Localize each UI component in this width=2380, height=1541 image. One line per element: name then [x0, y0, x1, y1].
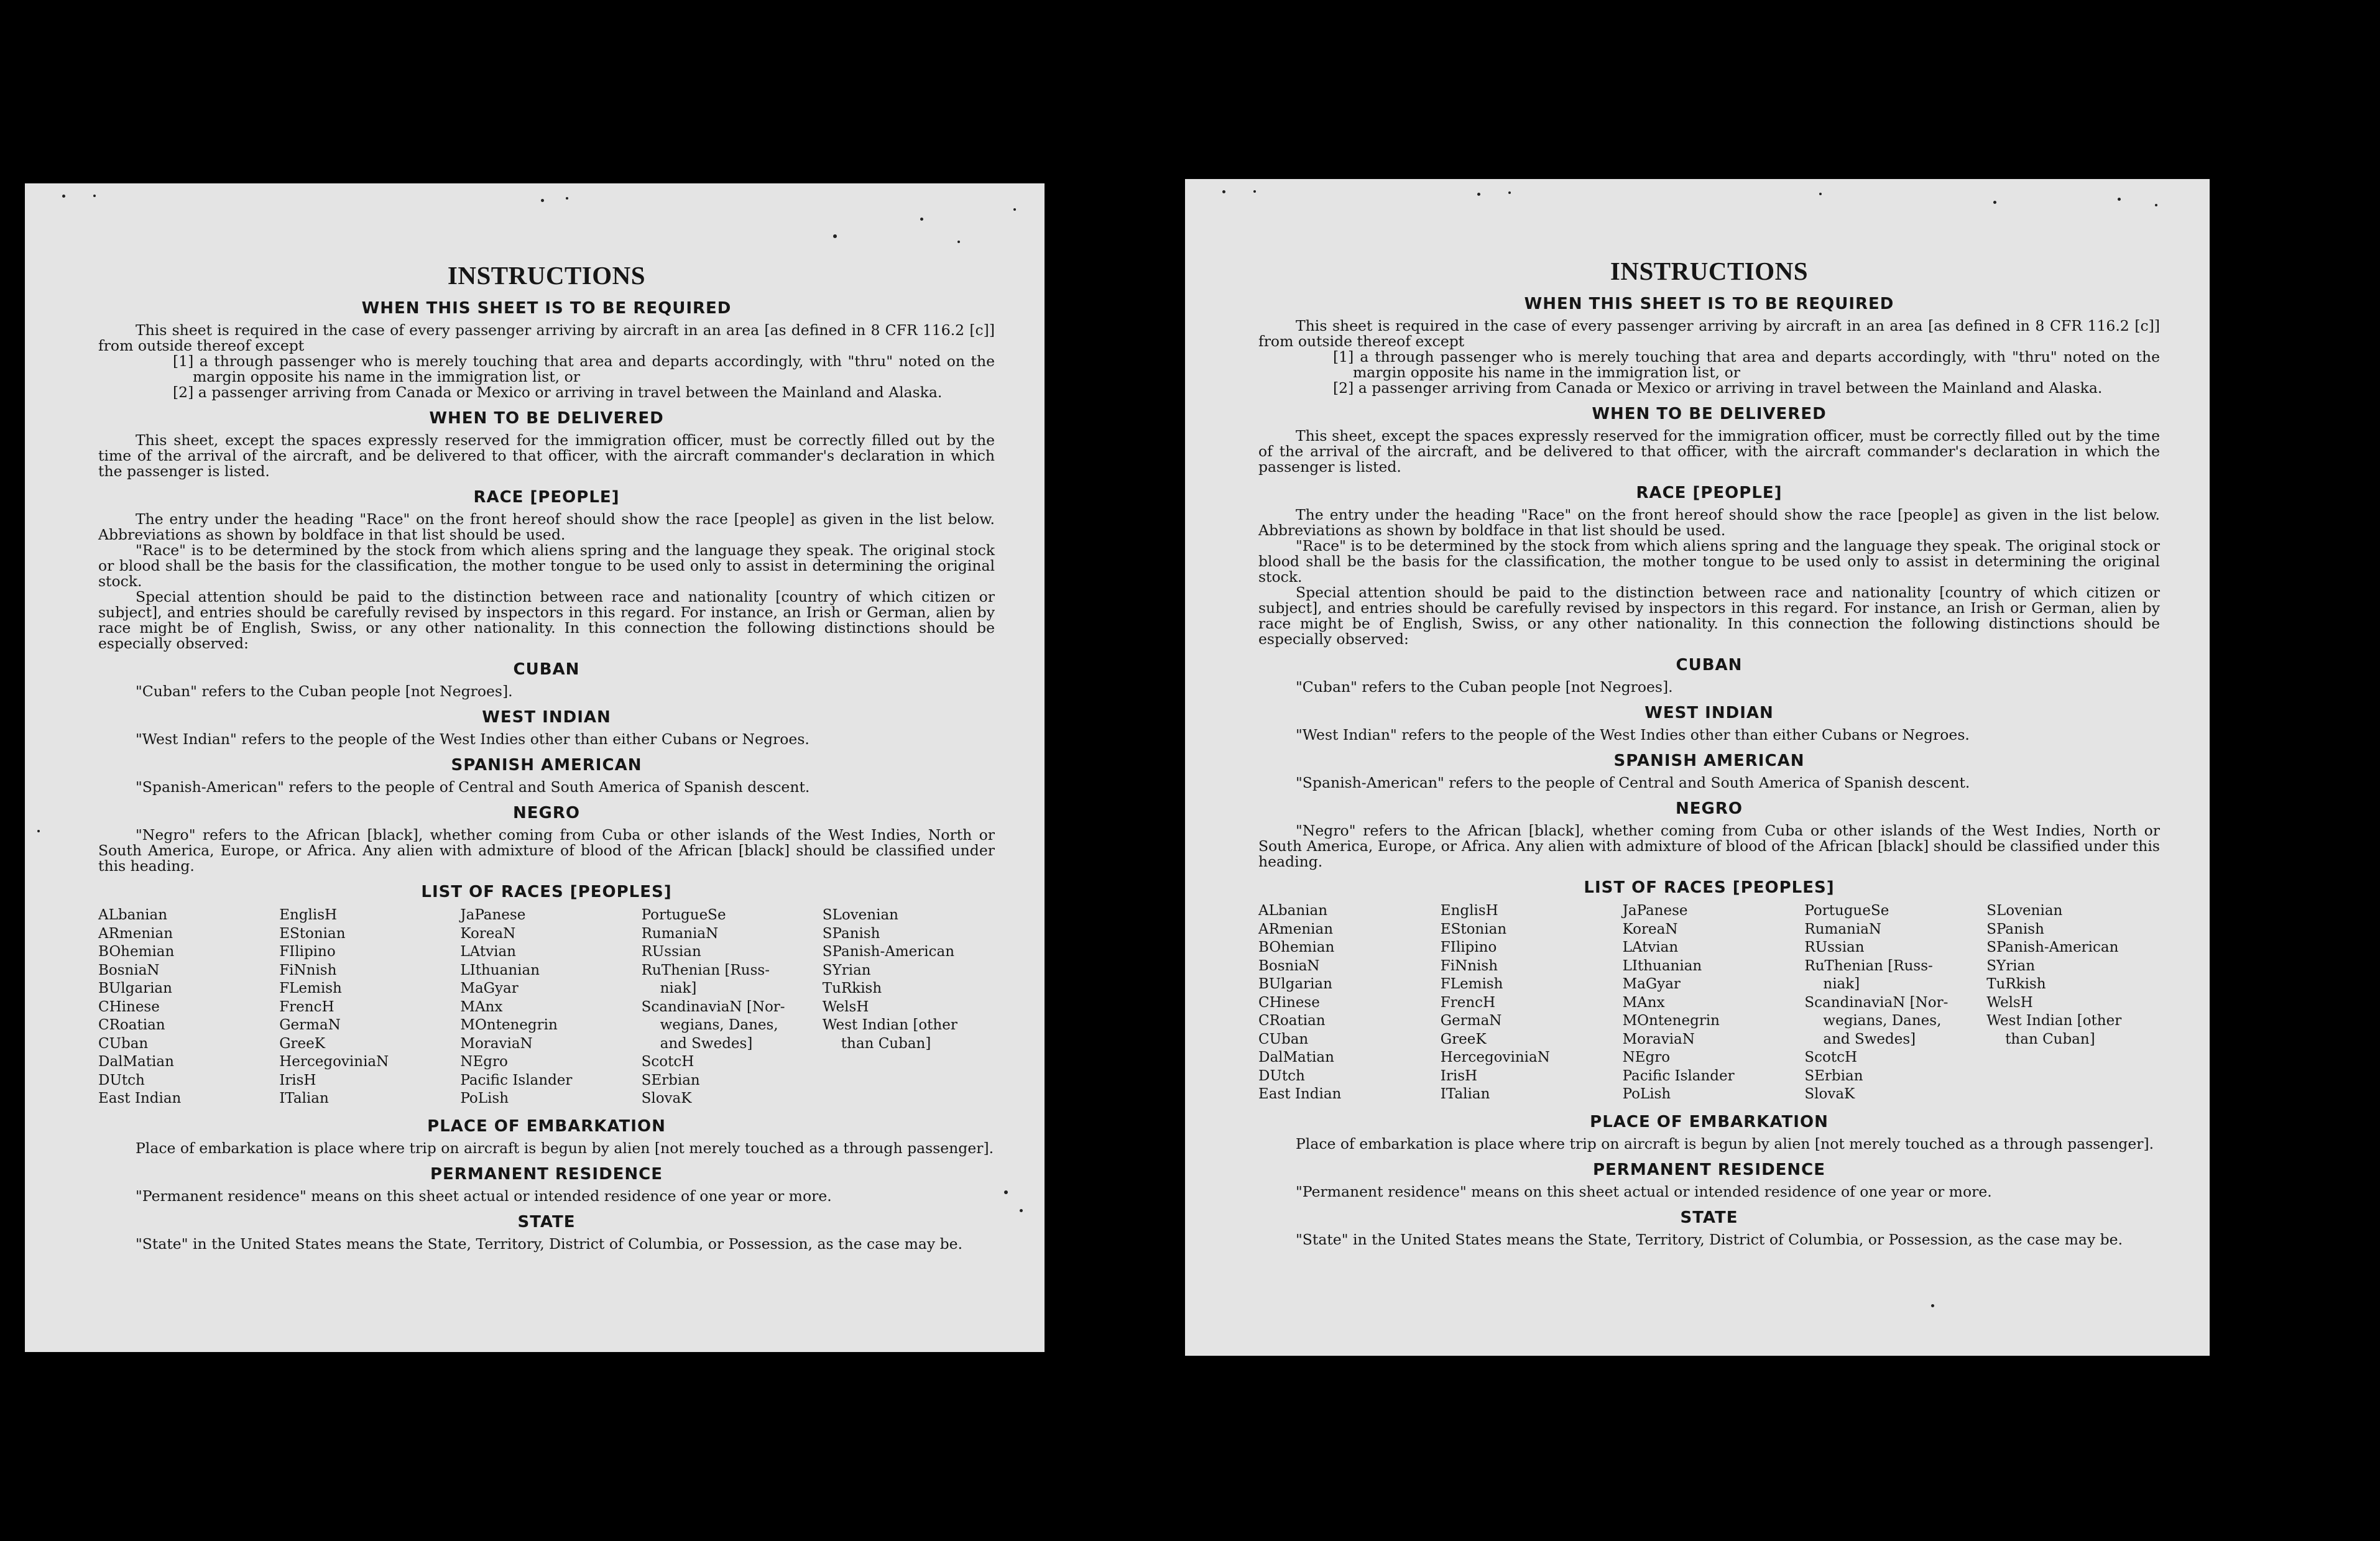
race-list-item: IrisH: [1440, 1067, 1478, 1084]
exception-item-2: [2] a passenger arriving from Canada or Mexico or arriving in travel between the Mainland and Alaska.: [173, 384, 943, 401]
scan-speck: [1931, 1304, 1934, 1307]
exception-item-1: [1] a through passenger who is merely touching that area and departs accordingly, with "thru" noted on the margin opposite his name in the immigration list, or: [173, 352, 995, 385]
race-list-item: ARmenian: [1258, 921, 1334, 937]
race-list-item: EnglisH: [1440, 903, 1498, 919]
race-list-item: SlovaK: [641, 1090, 692, 1106]
section-heading-residence: PERMANENT RESIDENCE: [1592, 1160, 1826, 1179]
race-list-item: SPanish: [822, 925, 880, 942]
race-list-item: SYrian: [822, 962, 871, 978]
when-required-intro: This sheet is required in the case of every passenger arriving by aircraft in an area [as defined in 8 CFR 116.2 [c]] from outside thereof except: [98, 321, 995, 354]
scan-speck: [957, 241, 960, 243]
race-list-item: ScotcH: [1804, 1049, 1858, 1065]
section-heading-negro: NEGRO: [1676, 799, 1743, 818]
instruction-sheet-left: [25, 183, 1045, 1352]
scan-speck: [62, 195, 65, 198]
race-list-item: SLovenian: [1986, 903, 2063, 919]
race-list-item: EStonian: [279, 925, 346, 942]
race-list-item: NEgro: [460, 1054, 508, 1070]
race-paragraph: "Race" is to be determined by the stock from which aliens spring and the language they speak. The original stock or blood shall be the basis for the classification, the mother tongue to be used only to assist in determining the original stock.: [1258, 537, 2160, 586]
race-list-item: RuThenian [Russ-: [641, 962, 770, 978]
race-list-item: SPanish-American: [822, 944, 955, 960]
race-list-item: FLemish: [279, 980, 342, 996]
section-heading-list-of-races: LIST OF RACES [PEOPLES]: [421, 883, 672, 901]
race-paragraph: "Race" is to be determined by the stock from which aliens spring and the language they speak. The original stock or blood shall be the basis for the classification, the mother tongue to be used only to assist in determining the original stock.: [98, 541, 995, 590]
scan-speck: [541, 199, 544, 202]
residence-text: "Permanent residence" means on this sheet actual or intended residence of one year or more.: [1296, 1182, 1992, 1200]
section-heading-west-indian: WEST INDIAN: [1644, 704, 1774, 722]
race-list-column: [642, 906, 814, 1108]
race-list-item: MOntenegrin: [1622, 1013, 1720, 1029]
section-heading-list-of-races: LIST OF RACES [PEOPLES]: [1584, 878, 1835, 897]
race-list-item: BOhemian: [98, 944, 175, 960]
race-list-item: LAtvian: [1622, 939, 1679, 955]
race-list-item: MaGyar: [1622, 976, 1681, 992]
race-list-item: HercegoviniaN: [1440, 1049, 1550, 1065]
race-list-item: FiNnish: [1440, 957, 1498, 974]
race-list-item: LAtvian: [460, 944, 516, 960]
section-heading-race: RACE [PEOPLE]: [473, 488, 620, 507]
section-heading-residence: PERMANENT RESIDENCE: [430, 1164, 663, 1184]
race-list-item: DUtch: [1258, 1067, 1305, 1084]
race-list-item: SPanish: [1986, 921, 2044, 937]
race-list: [1258, 902, 2160, 1104]
race-list-column: [1441, 902, 1614, 1104]
race-list-item: RUssian: [1804, 939, 1865, 955]
race-list-item: SErbian: [641, 1072, 700, 1088]
race-list-item: JaPanese: [1622, 903, 1688, 919]
race-list-item: BosniaN: [1258, 957, 1320, 974]
race-list-item: RumaniaN: [1804, 921, 1882, 937]
section-heading-spanish-american: SPANISH AMERICAN: [1613, 752, 1805, 770]
race-list-item: GreeK: [279, 1035, 325, 1052]
section-heading-spanish-american: SPANISH AMERICAN: [451, 756, 642, 775]
exception-item-2: [2] a passenger arriving from Canada or Mexico or arriving in travel between the Mainland and Alaska.: [1333, 379, 2103, 397]
section-heading-state: STATE: [517, 1212, 576, 1231]
race-list-item: ALbanian: [98, 907, 168, 923]
race-list-item: ITalian: [1440, 1086, 1490, 1102]
race-list-item: GreeK: [1440, 1031, 1487, 1047]
race-list-item: KoreaN: [460, 925, 516, 942]
when-delivered-text: This sheet, except the spaces expressly reserved for the immigration officer, must be correctly filled out by the time of the arrival of the aircraft, and be delivered to that officer, with the aircraft commander's declaration in which the passenger is listed.: [98, 431, 995, 480]
race-list-item: wegians, Danes,: [1823, 1013, 1942, 1029]
race-list-item: PortugueSe: [641, 907, 726, 923]
race-list-item: DalMatian: [98, 1054, 174, 1070]
race-list-item: East Indian: [1258, 1086, 1342, 1102]
race-list-item: Pacific Islander: [1622, 1067, 1735, 1084]
race-list-item: ScotcH: [641, 1054, 694, 1070]
residence-text: "Permanent residence" means on this sheet actual or intended residence of one year or more.: [136, 1187, 832, 1205]
race-list-item: WelsH: [1986, 994, 2033, 1011]
race-list-item: SLovenian: [822, 907, 898, 923]
when-required-intro: This sheet is required in the case of every passenger arriving by aircraft in an area [as defined in 8 CFR 116.2 [c]] from outside thereof except: [1258, 317, 2160, 350]
race-list-item: BosniaN: [98, 962, 160, 978]
race-paragraph: The entry under the heading "Race" on the front hereof should show the race [people] as given in the list below. Abbreviations as shown by boldface in that list should be used.: [98, 510, 995, 543]
race-list-column: [1258, 902, 1432, 1104]
race-list-item: PortugueSe: [1804, 903, 1889, 919]
race-list-item: DalMatian: [1258, 1049, 1334, 1065]
race-list-item: SPanish-American: [1986, 939, 2119, 955]
scan-speck: [1020, 1209, 1023, 1212]
race-list-item: MAnx: [460, 998, 503, 1015]
race-paragraph: Special attention should be paid to the distinction between race and nationality [country of which citizen or subject], and entries should be carefully revised by inspectors in this regard. For instance, an Irish or German, alien by race might be of English, Swiss, or any other nationality. In this connection the following distinctions should be especially observed:: [1258, 584, 2160, 648]
scan-speck: [566, 197, 568, 200]
race-paragraph: Special attention should be paid to the distinction between race and nationality [country of which citizen or subject], and entries should be carefully revised by inspectors in this regard. For instance, an Irish or German, alien by race might be of English, Swiss, or any other nationality. In this connection the following distinctions should be especially observed:: [98, 588, 995, 652]
race-list-item: BUlgarian: [1258, 976, 1332, 992]
race-list-item: MoraviaN: [460, 1035, 533, 1052]
section-heading-when-delivered: WHEN TO BE DELIVERED: [1592, 405, 1827, 423]
race-list-item: ITalian: [279, 1090, 329, 1106]
embarkation-text: Place of embarkation is place where trip on aircraft is begun by alien [not merely touched as a through passenger].: [136, 1139, 994, 1157]
race-list-item: ScandinaviaN [Nor-: [1804, 994, 1949, 1011]
instruction-sheet-right: [1185, 179, 2210, 1356]
page-title: INSTRUCTIONS: [1610, 257, 1809, 285]
scan-speck: [1013, 208, 1016, 211]
race-list-item: CUban: [98, 1035, 149, 1052]
race-list-item: and Swedes]: [1823, 1031, 1916, 1047]
section-heading-embarkation: PLACE OF EMBARKATION: [1590, 1112, 1829, 1131]
race-list-item: EnglisH: [279, 907, 338, 923]
scan-speck: [2118, 198, 2121, 201]
spanish-american-text: "Spanish-American" refers to the people of Central and South America of Spanish descent.: [136, 778, 810, 796]
scan-speck: [1819, 193, 1822, 195]
race-list-item: than Cuban]: [2005, 1031, 2095, 1047]
section-heading-embarkation: PLACE OF EMBARKATION: [427, 1116, 666, 1136]
race-list-item: West Indian [other: [1986, 1013, 2122, 1029]
section-heading-when-required: WHEN THIS SHEET IS TO BE REQUIRED: [361, 299, 732, 318]
section-heading-negro: NEGRO: [513, 804, 580, 822]
negro-text: "Negro" refers to the African [black], whether coming from Cuba or other islands of the West Indies, North or South America, Europe, or Africa. Any alien with admixture of blood of the African [black] should be classified under this heading.: [1258, 822, 2160, 870]
scan-speck: [1993, 201, 1996, 204]
race-list-item: West Indian [other: [822, 1017, 957, 1033]
race-list-item: SYrian: [1986, 957, 2036, 974]
race-list-item: TuRkish: [1986, 976, 2046, 992]
race-list-item: LIthuanian: [1622, 957, 1702, 974]
race-list-item: niak]: [1823, 976, 1860, 992]
exception-item-1: [1] a through passenger who is merely touching that area and departs accordingly, with "thru" noted on the margin opposite his name in the immigration list, or: [1333, 348, 2160, 381]
race-list-item: MAnx: [1622, 994, 1665, 1011]
section-heading-race: RACE [PEOPLE]: [1636, 484, 1783, 502]
race-list-item: WelsH: [822, 998, 869, 1015]
race-list-column: [98, 906, 270, 1108]
scan-speck: [1222, 190, 1225, 193]
race-list-item: HercegoviniaN: [279, 1054, 389, 1070]
race-list-column: [1623, 902, 1796, 1104]
race-list-column: [1804, 902, 1978, 1104]
race-list-item: FIlipino: [279, 944, 336, 960]
race-list-item: JaPanese: [460, 907, 526, 923]
scan-speck: [833, 234, 837, 238]
race-list-item: and Swedes]: [660, 1035, 753, 1052]
race-list-item: wegians, Danes,: [660, 1017, 778, 1033]
race-list-item: niak]: [660, 980, 697, 996]
race-list-item: SlovaK: [1804, 1086, 1855, 1102]
race-list-item: GermaN: [1440, 1013, 1502, 1029]
race-list-item: RUssian: [641, 944, 701, 960]
race-list-item: IrisH: [279, 1072, 316, 1088]
scan-speck: [1508, 191, 1511, 194]
page-title: INSTRUCTIONS: [447, 261, 646, 290]
race-list-item: RumaniaN: [641, 925, 719, 942]
state-text: "State" in the United States means the State, Territory, District of Columbia, or Possession, as the case may be.: [1296, 1230, 2123, 1248]
race-list-item: SErbian: [1804, 1067, 1863, 1084]
race-list-item: MOntenegrin: [460, 1017, 558, 1033]
west-indian-text: "West Indian" refers to the people of the West Indies other than either Cubans or Negroes.: [1296, 726, 1970, 743]
cuban-text: "Cuban" refers to the Cuban people [not Negroes].: [136, 683, 513, 700]
race-list-item: FrencH: [1440, 994, 1496, 1011]
race-list-column: [279, 906, 451, 1108]
when-delivered-text: This sheet, except the spaces expressly reserved for the immigration officer, must be correctly filled out by the time of the arrival of the aircraft, and be delivered to that officer, with the aircraft commander's declaration in which the passenger is listed.: [1258, 427, 2160, 476]
race-list-item: KoreaN: [1622, 921, 1678, 937]
embarkation-text: Place of embarkation is place where trip on aircraft is begun by alien [not merely touched as a through passenger].: [1296, 1134, 2154, 1152]
scan-speck: [1477, 193, 1480, 196]
race-list-item: CHinese: [98, 998, 160, 1015]
cuban-text: "Cuban" refers to the Cuban people [not Negroes].: [1296, 678, 1673, 696]
race-list-item: BOhemian: [1258, 939, 1335, 955]
race-list-item: FiNnish: [279, 962, 337, 978]
section-heading-state: STATE: [1680, 1208, 1738, 1227]
race-list-item: MoraviaN: [1622, 1031, 1695, 1047]
scan-speck: [1253, 190, 1256, 193]
race-list-item: GermaN: [279, 1017, 341, 1033]
race-list-item: MaGyar: [460, 980, 519, 996]
section-heading-when-required: WHEN THIS SHEET IS TO BE REQUIRED: [1524, 295, 1894, 313]
race-list-item: DUtch: [98, 1072, 145, 1088]
race-paragraph: The entry under the heading "Race" on the front hereof should show the race [people] as given in the list below. Abbreviations as shown by boldface in that list should be used.: [1258, 506, 2160, 539]
race-list-item: CHinese: [1258, 994, 1320, 1011]
race-list-item: LIthuanian: [460, 962, 540, 978]
section-heading-west-indian: WEST INDIAN: [482, 708, 611, 727]
race-list-item: ARmenian: [98, 925, 173, 942]
section-heading-cuban: CUBAN: [1676, 656, 1743, 674]
scan-speck: [37, 830, 40, 832]
race-list-item: CUban: [1258, 1031, 1309, 1047]
race-list-item: FLemish: [1440, 976, 1503, 992]
scan-speck: [93, 195, 96, 197]
scan-speck: [920, 218, 923, 221]
race-list-item: RuThenian [Russ-: [1804, 957, 1933, 974]
race-list-column: [823, 906, 995, 1108]
negro-text: "Negro" refers to the African [black], whether coming from Cuba or other islands of the West Indies, North or South America, Europe, or Africa. Any alien with admixture of blood of the African [black] should be classified under this heading.: [98, 826, 995, 875]
race-list-item: BUlgarian: [98, 980, 172, 996]
scan-speck: [2155, 204, 2157, 206]
race-list-item: EStonian: [1440, 921, 1507, 937]
scan-speck: [1004, 1190, 1008, 1194]
race-list-item: FIlipino: [1440, 939, 1497, 955]
race-list-item: TuRkish: [822, 980, 882, 996]
race-list-item: CRoatian: [98, 1017, 165, 1033]
race-list: [98, 906, 995, 1108]
section-heading-when-delivered: WHEN TO BE DELIVERED: [429, 409, 664, 428]
spanish-american-text: "Spanish-American" refers to the people of Central and South America of Spanish descent.: [1296, 774, 1970, 791]
race-list-item: ScandinaviaN [Nor-: [641, 998, 785, 1015]
section-heading-cuban: CUBAN: [513, 660, 580, 679]
race-list-column: [460, 906, 632, 1108]
race-list-item: ALbanian: [1258, 903, 1328, 919]
race-list-item: Pacific Islander: [460, 1072, 573, 1088]
race-list-item: PoLish: [1622, 1086, 1671, 1102]
race-list-item: FrencH: [279, 998, 334, 1015]
race-list-column: [1986, 902, 2160, 1104]
west-indian-text: "West Indian" refers to the people of the West Indies other than either Cubans or Negroes.: [136, 730, 809, 748]
race-list-item: East Indian: [98, 1090, 182, 1106]
race-list-item: CRoatian: [1258, 1013, 1326, 1029]
state-text: "State" in the United States means the State, Territory, District of Columbia, or Possession, as the case may be.: [136, 1235, 963, 1253]
race-list-item: PoLish: [460, 1090, 509, 1106]
race-list-item: than Cuban]: [841, 1035, 931, 1052]
race-list-item: NEgro: [1622, 1049, 1671, 1065]
